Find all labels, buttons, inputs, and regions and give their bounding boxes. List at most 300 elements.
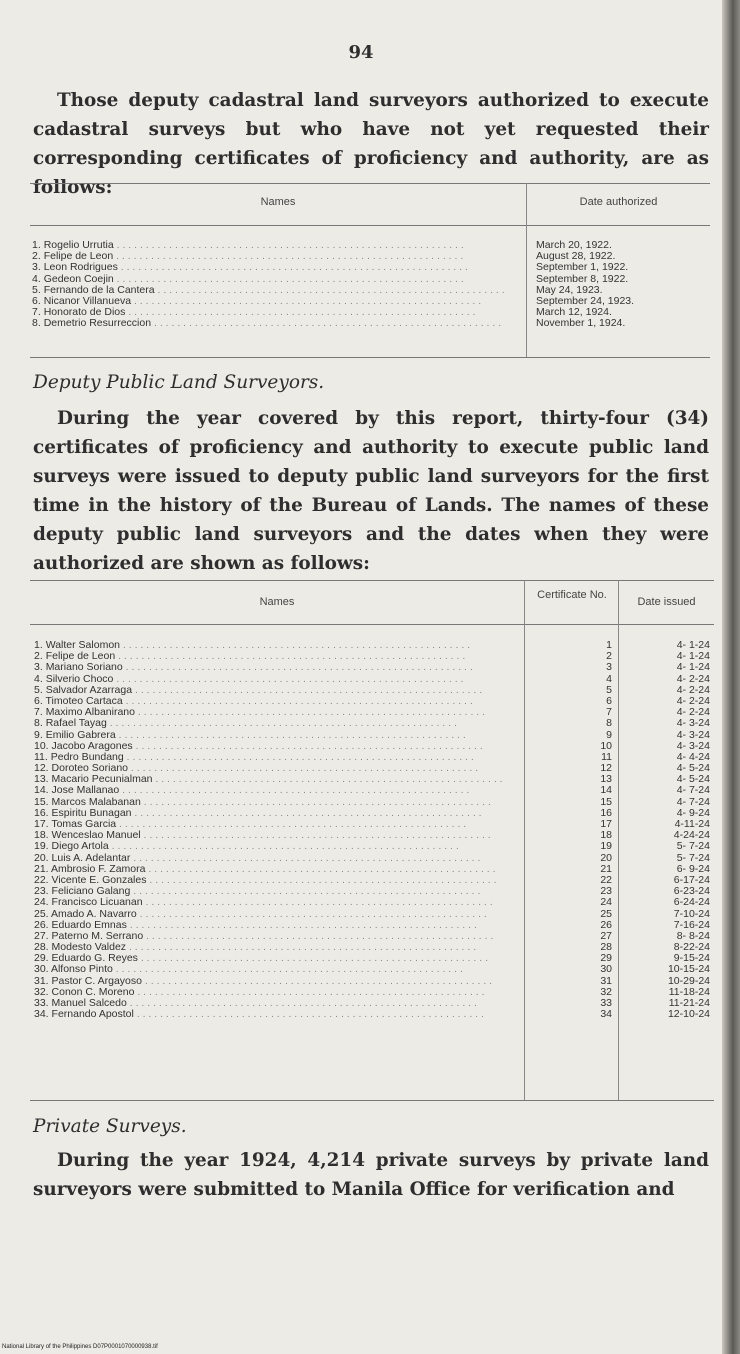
table-row [622, 1009, 710, 1020]
dot-leader: . . . . . . . . . . . . . . . . . . . . . . . . . . . . . . . . . . . . . . . . . . . . . . . . . . . . . . . . . . . . [140, 830, 491, 842]
row-number: 5. [34, 684, 43, 696]
table-row [536, 262, 708, 273]
table-row [560, 976, 612, 987]
date-authorized: May 24, 1923. [536, 284, 603, 296]
date-issued: 4- 4-24 [676, 751, 710, 763]
table-row [622, 651, 710, 662]
date-authorized: March 20, 1922. [536, 240, 612, 251]
dot-leader: . . . . . . . . . . . . . . . . . . . . . . . . . . . . . . . . . . . . . . . . . . . . . . . . . . . . . . . . . . . . [106, 718, 457, 730]
table-row [34, 953, 520, 964]
row-number: 12. [34, 763, 49, 775]
page-number: 94 [348, 42, 374, 63]
table-row [34, 931, 520, 942]
table2-header-cert: Certificate No. [537, 589, 607, 601]
date-issued: 10-15-24 [667, 964, 710, 976]
table-row [622, 853, 710, 864]
table-row [34, 696, 520, 707]
dot-leader: . . . . . . . . . . . . . . . . . . . . . . . . . . . . . . . . . . . . . . . . . . . . . . . . . . . . . . . . . . . . [136, 908, 487, 920]
table-row [560, 696, 612, 707]
table-row [622, 987, 710, 998]
dot-leader: . . . . . . . . . . . . . . . . . . . . . . . . . . . . . . . . . . . . . . . . . . . . . . . . . . . . . . . . . . . . [119, 785, 470, 797]
row-number: 14. [34, 785, 49, 797]
table2-top-rule [30, 580, 714, 581]
table-row [560, 897, 612, 908]
row-number: 17. [34, 819, 49, 830]
surveyor-name: Paterno M. Serrano [51, 930, 144, 942]
table-row [32, 318, 522, 329]
date-issued: 4- 1-24 [676, 662, 710, 674]
date-issued: 6- 9-24 [676, 863, 710, 875]
row-number: 4. [34, 673, 43, 685]
table-row [34, 763, 520, 774]
table2-names-column [34, 640, 520, 1020]
table-row [34, 774, 520, 785]
certificate-number: 10 [600, 740, 612, 752]
dot-leader: . . . . . . . . . . . . . . . . . . . . . . . . . . . . . . . . . . . . . . . . . . . . . . . . . . . . . . . . . . . . [125, 307, 476, 319]
surveyor-name: Jacobo Aragones [51, 740, 133, 752]
certificate-number: 17 [600, 819, 612, 830]
table-row [622, 931, 710, 942]
certificate-number: 1 [606, 640, 612, 651]
table-row [34, 741, 520, 752]
table-row [560, 718, 612, 729]
table-row [536, 274, 708, 285]
table-row [622, 909, 710, 920]
row-number: 28. [34, 942, 49, 954]
surveyor-name: Timoteo Cartaca [45, 695, 123, 707]
certificate-number: 16 [600, 807, 612, 819]
dot-leader: . . . . . . . . . . . . . . . . . . . . . . . . . . . . . . . . . . . . . . . . . . . . . . . . . . . . . . . . . . . . [112, 964, 463, 976]
table-row [34, 819, 520, 830]
certificate-number: 22 [600, 874, 612, 886]
certificate-number: 33 [600, 998, 612, 1009]
row-number: 18. [34, 830, 49, 842]
dot-leader: . . . . . . . . . . . . . . . . . . . . . . . . . . . . . . . . . . . . . . . . . . . . . . . . . . . . . . . . . . . . [113, 273, 464, 285]
table-row [34, 875, 520, 886]
dot-leader: . . . . . . . . . . . . . . . . . . . . . . . . . . . . . . . . . . . . . . . . . . . . . . . . . . . . . . . . . . . . [126, 942, 477, 954]
dot-leader: . . . . . . . . . . . . . . . . . . . . . . . . . . . . . . . . . . . . . . . . . . . . . . . . . . . . . . . . . . . . [122, 662, 473, 674]
certificate-number: 3 [606, 662, 612, 674]
surveyor-name: Nicanor Villanueva [43, 295, 132, 307]
dot-leader: . . . . . . . . . . . . . . . . . . . . . . . . . . . . . . . . . . . . . . . . . . . . . . . . . . . . . . . . . . . . [145, 863, 496, 875]
row-number: 4. [32, 273, 41, 285]
surveyor-name: Honorato de Dios [43, 307, 126, 319]
table-row [32, 240, 522, 251]
certificate-number: 2 [606, 651, 612, 663]
table-row [560, 964, 612, 975]
date-issued: 6-17-24 [673, 874, 710, 886]
table1-bottom-rule [30, 357, 710, 358]
table-row [34, 651, 520, 662]
row-number: 16. [34, 807, 49, 819]
dot-leader: . . . . . . . . . . . . . . . . . . . . . . . . . . . . . . . . . . . . . . . . . . . . . . . . . . . . . . . . . . . . [122, 695, 473, 707]
row-number: 29. [34, 953, 49, 965]
row-number: 1. [32, 240, 41, 251]
table-row [32, 251, 522, 262]
row-number: 22. [34, 874, 49, 886]
row-number: 7. [32, 307, 41, 319]
table-row [560, 785, 612, 796]
table-row [622, 685, 710, 696]
table-row [34, 897, 520, 908]
row-number: 2. [32, 251, 41, 263]
certificate-number: 26 [600, 919, 612, 931]
surveyor-name: Silverio Choco [45, 673, 114, 685]
table-row [560, 685, 612, 696]
table-row [560, 774, 612, 785]
table-row [560, 797, 612, 808]
table-row [536, 318, 708, 329]
table-row [560, 763, 612, 774]
date-issued: 7-10-24 [673, 908, 710, 920]
table-row [34, 864, 520, 875]
row-number: 31. [34, 975, 49, 987]
date-issued: 6-23-24 [673, 886, 710, 898]
row-number: 3. [32, 262, 41, 274]
table-row [622, 819, 710, 830]
row-number: 20. [34, 852, 49, 864]
table-row [560, 875, 612, 886]
table-row [34, 640, 520, 651]
date-issued: 4- 3-24 [676, 729, 710, 741]
surveyor-name: Salvador Azarraga [45, 684, 133, 696]
surveyor-name: Pastor C. Argayoso [51, 975, 142, 987]
date-issued: 10-29-24 [667, 975, 710, 987]
dot-leader: . . . . . . . . . . . . . . . . . . . . . . . . . . . . . . . . . . . . . . . . . . . . . . . . . . . . . . . . . . . . [133, 1009, 484, 1021]
certificate-number: 34 [600, 1009, 612, 1021]
table-row [34, 830, 520, 841]
table-row [622, 730, 710, 741]
surveyor-name: Marcos Malabanan [51, 796, 141, 808]
row-number: 8. [32, 318, 41, 330]
table1-header-date: Date authorized [579, 196, 658, 208]
table1-column-divider [526, 183, 527, 357]
date-issued: 5- 7-24 [676, 852, 710, 864]
dot-leader: . . . . . . . . . . . . . . . . . . . . . . . . . . . . . . . . . . . . . . . . . . . . . . . . . . . . . . . . . . . . [126, 919, 477, 931]
surveyor-name: Mariano Soriano [45, 662, 123, 674]
dot-leader: . . . . . . . . . . . . . . . . . . . . . . . . . . . . . . . . . . . . . . . . . . . . . . . . . . . . . . . . . . . . [108, 841, 459, 853]
table-row [622, 976, 710, 987]
table-row [622, 797, 710, 808]
table-row [622, 707, 710, 718]
table-row [34, 662, 520, 673]
row-number: 13. [34, 774, 49, 786]
surveyor-name: Feliciano Galang [51, 886, 131, 898]
date-issued: 11-21-24 [668, 998, 710, 1009]
dot-leader: . . . . . . . . . . . . . . . . . . . . . . . . . . . . . . . . . . . . . . . . . . . . . . . . . . . . . . . . . . . . [113, 240, 464, 251]
table-row [622, 964, 710, 975]
dot-leader: . . . . . . . . . . . . . . . . . . . . . . . . . . . . . . . . . . . . . . . . . . . . . . . . . . . . . . . . . . . . [131, 295, 482, 307]
row-number: 10. [34, 740, 49, 752]
dot-leader: . . . . . . . . . . . . . . . . . . . . . . . . . . . . . . . . . . . . . . . . . . . . . . . . . . . . . . . . . . . . [134, 707, 486, 719]
certificate-number: 24 [600, 897, 612, 909]
surveyor-name: Vicente E. Gonzales [51, 874, 147, 886]
row-number: 23. [34, 886, 49, 898]
table-row [622, 674, 710, 685]
table-row [622, 640, 710, 651]
certificate-number: 11 [601, 751, 612, 763]
section1-heading: Deputy Public Land Surveyors. [33, 372, 325, 393]
row-number: 26. [34, 919, 49, 931]
table-row [560, 651, 612, 662]
row-number: 5. [32, 284, 41, 296]
table-row [622, 763, 710, 774]
row-number: 6. [34, 695, 43, 707]
date-issued: 4- 2-24 [676, 695, 710, 707]
table-row [560, 853, 612, 864]
dot-leader: . . . . . . . . . . . . . . . . . . . . . . . . . . . . . . . . . . . . . . . . . . . . . . . . . . . . . . . . . . . . [126, 998, 477, 1009]
table-row [34, 976, 520, 987]
table2-bottom-rule [30, 1100, 714, 1101]
certificate-number: 23 [600, 886, 612, 898]
table2-header-rule [30, 624, 714, 625]
dot-leader: . . . . . . . . . . . . . . . . . . . . . . . . . . . . . . . . . . . . . . . . . . . . . . . . . . . . . . . . . . . . [130, 886, 481, 898]
surveyor-name: Macario Pecunialman [51, 774, 153, 786]
date-issued: 7-16-24 [673, 919, 710, 931]
table-row [34, 964, 520, 975]
dot-leader: . . . . . . . . . . . . . . . . . . . . . . . . . . . . . . . . . . . . . . . . . . . . . . . . . . . . . . . . . . . . [137, 953, 488, 965]
table-row [560, 886, 612, 897]
certificate-number: 9 [606, 729, 612, 741]
row-number: 34. [34, 1009, 49, 1021]
table-row [560, 752, 612, 763]
table-row [622, 886, 710, 897]
table-row [34, 942, 520, 953]
row-number: 27. [34, 930, 49, 942]
table-row [34, 730, 520, 741]
table-row [34, 752, 520, 763]
date-issued: 4- 1-24 [676, 640, 710, 651]
certificate-number: 21 [600, 863, 612, 875]
surveyor-name: Felipe de Leon [45, 651, 116, 663]
table2-cert-column [560, 640, 612, 1020]
date-issued: 4- 2-24 [676, 707, 710, 719]
table-row [622, 864, 710, 875]
table-row [560, 987, 612, 998]
surveyor-name: Ambrosio F. Zamora [50, 863, 146, 875]
table2-header-names: Names [259, 596, 295, 608]
dot-leader: . . . . . . . . . . . . . . . . . . . . . . . . . . . . . . . . . . . . . . . . . . . . . . . . . . . . . . . . . . . . [140, 796, 491, 808]
date-issued: 4- 9-24 [676, 807, 710, 819]
table2-header-date: Date issued [637, 596, 696, 608]
table-row [34, 1009, 520, 1020]
table-row [536, 307, 708, 318]
table-row [34, 674, 520, 685]
table-row [622, 696, 710, 707]
surveyor-name: Manuel Salcedo [51, 998, 127, 1009]
dot-leader: . . . . . . . . . . . . . . . . . . . . . . . . . . . . . . . . . . . . . . . . . . . . . . . . . . . . . . . . . . . . [120, 640, 471, 651]
surveyor-name: Felipe de Leon [43, 251, 114, 263]
table-row [32, 262, 522, 273]
dot-leader: . . . . . . . . . . . . . . . . . . . . . . . . . . . . . . . . . . . . . . . . . . . . . . . . . . . . . . . . . . . . [132, 684, 483, 696]
dot-leader: . . . . . . . . . . . . . . . . . . . . . . . . . . . . . . . . . . . . . . . . . . . . . . . . . . . . . . . . . . . . [115, 651, 466, 663]
date-authorized: August 28, 1922. [536, 251, 616, 263]
dot-leader: . . . . . . . . . . . . . . . . . . . . . . . . . . . . . . . . . . . . . . . . . . . . . . . . . . . . . . . . . . . . [128, 763, 479, 775]
date-issued: 4- 7-24 [676, 785, 710, 797]
table-row [34, 987, 520, 998]
row-number: 15. [34, 796, 49, 808]
surveyor-name: Luis A. Adelantar [51, 852, 131, 864]
table-row [536, 285, 708, 296]
row-number: 21. [34, 863, 49, 875]
certificate-number: 30 [600, 964, 612, 976]
certificate-number: 13 [600, 774, 612, 786]
dot-leader: . . . . . . . . . . . . . . . . . . . . . . . . . . . . . . . . . . . . . . . . . . . . . . . . . . . . . . . . . . . . [134, 986, 485, 998]
certificate-number: 27 [600, 930, 612, 942]
surveyor-name: Maximo Albaniranо [45, 707, 135, 719]
surveyor-name: Eduardo Emnas [51, 919, 127, 931]
date-issued: 8- 8-24 [676, 930, 710, 942]
table-row [622, 808, 710, 819]
row-number: 2. [34, 651, 43, 663]
table-row [34, 909, 520, 920]
table1-names-column [32, 240, 522, 330]
row-number: 8. [34, 718, 43, 730]
surveyor-name: Alfonso Pinto [50, 964, 113, 976]
section1-paragraph [33, 404, 709, 578]
scan-footer: National Library of the Philippines D07P0001070000938.tif [2, 1344, 158, 1350]
date-issued: 4- 5-24 [676, 763, 710, 775]
dot-leader: . . . . . . . . . . . . . . . . . . . . . . . . . . . . . . . . . . . . . . . . . . . . . . . . . . . . . . . . . . . . [123, 751, 474, 763]
table-row [560, 674, 612, 685]
row-number: 30. [34, 964, 49, 976]
table-row [34, 808, 520, 819]
table-row [34, 785, 520, 796]
table-row [34, 685, 520, 696]
surveyor-name: Doroteo Soriano [51, 763, 128, 775]
dot-leader: . . . . . . . . . . . . . . . . . . . . . . . . . . . . . . . . . . . . . . . . . . . . . . . . . . . . . . . . . . . . [152, 774, 503, 786]
table-row [622, 830, 710, 841]
date-issued: 4- 3-24 [676, 718, 710, 730]
surveyor-name: Fernando de la Cantera [43, 284, 155, 296]
table-row [560, 741, 612, 752]
certificate-number: 25 [600, 908, 612, 920]
table-row [560, 819, 612, 830]
certificate-number: 12 [600, 763, 612, 775]
dot-leader: . . . . . . . . . . . . . . . . . . . . . . . . . . . . . . . . . . . . . . . . . . . . . . . . . . . . . . . . . . . . [151, 318, 502, 330]
dot-leader: . . . . . . . . . . . . . . . . . . . . . . . . . . . . . . . . . . . . . . . . . . . . . . . . . . . . . . . . . . . . [113, 673, 464, 685]
certificate-number: 19 [600, 841, 612, 853]
table-row [536, 251, 708, 262]
dot-leader: . . . . . . . . . . . . . . . . . . . . . . . . . . . . . . . . . . . . . . . . . . . . . . . . . . . . . . . . . . . . [142, 897, 493, 909]
dot-leader: . . . . . . . . . . . . . . . . . . . . . . . . . . . . . . . . . . . . . . . . . . . . . . . . . . . . . . . . . . . . [132, 740, 483, 752]
table-row [622, 875, 710, 886]
date-issued: 8-22-24 [673, 942, 710, 954]
row-number: 1. [34, 640, 43, 651]
date-authorized: September 24, 1923. [536, 295, 635, 307]
date-issued: 4- 3-24 [676, 740, 710, 752]
date-issued: 4- 1-24 [676, 651, 710, 663]
surveyor-name: Leon Rodrigues [43, 262, 118, 274]
row-number: 19. [34, 841, 49, 853]
date-issued: 9-15-24 [673, 953, 710, 965]
table-row [32, 307, 522, 318]
row-number: 24. [34, 897, 49, 909]
surveyor-name: Gedeon Coejin [43, 273, 114, 285]
table-row [32, 274, 522, 285]
dot-leader: . . . . . . . . . . . . . . . . . . . . . . . . . . . . . . . . . . . . . . . . . . . . . . . . . . . . . . . . . . . . [146, 874, 497, 886]
surveyor-name: Pedro Bundang [50, 751, 124, 763]
table-row [560, 998, 612, 1009]
date-issued: 4- 7-24 [676, 796, 710, 808]
dot-leader: . . . . . . . . . . . . . . . . . . . . . . . . . . . . . . . . . . . . . . . . . . . . . . . . . . . . . . . . . . . . [131, 807, 482, 819]
table1-header-names: Names [260, 196, 296, 208]
row-number: 9. [34, 729, 43, 741]
table-row [536, 296, 708, 307]
table-row [34, 841, 520, 852]
table-row [34, 853, 520, 864]
date-authorized: November 1, 1924. [536, 318, 626, 330]
surveyor-name: Tomas Garcia [51, 819, 117, 830]
date-issued: 12-10-24 [667, 1009, 710, 1021]
surveyor-name: Rafael Tayag [45, 718, 107, 730]
table-row [34, 797, 520, 808]
certificate-number: 32 [600, 986, 612, 998]
date-issued: 4- 5-24 [676, 774, 710, 786]
table-row [622, 841, 710, 852]
surveyor-name: Espiritu Bunagan [51, 807, 132, 819]
certificate-number: 7 [606, 707, 612, 719]
dot-leader: . . . . . . . . . . . . . . . . . . . . . . . . . . . . . . . . . . . . . . . . . . . . . . . . . . . . . . . . . . . . [115, 729, 466, 741]
date-authorized: March 12, 1924. [536, 307, 612, 319]
row-number: 25. [34, 908, 49, 920]
certificate-number: 15 [600, 796, 612, 808]
table-row [622, 942, 710, 953]
certificate-number: 29 [600, 953, 612, 965]
table-row [32, 285, 522, 296]
date-authorized: September 8, 1922. [536, 273, 629, 285]
dot-leader: . . . . . . . . . . . . . . . . . . . . . . . . . . . . . . . . . . . . . . . . . . . . . . . . . . . . . . . . . . . . [116, 819, 467, 830]
table1-header-rule [30, 225, 710, 226]
date-issued: 4- 2-24 [676, 684, 710, 696]
date-issued: 4-24-24 [673, 830, 710, 842]
table2-date-column [622, 640, 710, 1020]
table-row [34, 920, 520, 931]
table-row [560, 942, 612, 953]
section2-paragraph [33, 1146, 709, 1204]
surveyor-name: Eduardo G. Reyes [51, 953, 138, 965]
certificate-number: 8 [606, 718, 612, 730]
certificate-number: 20 [600, 852, 612, 864]
table-row [34, 707, 520, 718]
dot-leader: . . . . . . . . . . . . . . . . . . . . . . . . . . . . . . . . . . . . . . . . . . . . . . . . . . . . . . . . . . . . [142, 975, 493, 987]
table-row [622, 785, 710, 796]
table-row [34, 886, 520, 897]
surveyor-name: Rogelio Urrutia [43, 240, 114, 251]
certificate-number: 6 [606, 695, 612, 707]
table-row [560, 841, 612, 852]
table-row [560, 830, 612, 841]
surveyor-name: Walter Salomon [45, 640, 120, 651]
surveyor-name: Francisco Licuanan [51, 897, 143, 909]
section2-paragraph-text: During the year 1924, 4,214 private surveys by private land surveyors were submitted to Manila Office for verification and [33, 1150, 709, 1200]
table1-top-rule [30, 183, 710, 184]
surveyor-name: Wenceslao Manuel [51, 830, 141, 842]
surveyor-name: Conon C. Moreno [51, 986, 135, 998]
date-issued: 4- 2-24 [676, 673, 710, 685]
certificate-number: 18 [600, 830, 612, 842]
dot-leader: . . . . . . . . . . . . . . . . . . . . . . . . . . . . . . . . . . . . . . . . . . . . . . . . . . . . . . . . . . . . [117, 262, 468, 274]
table-row [622, 920, 710, 931]
table-row [622, 741, 710, 752]
date-issued: 11-18-24 [668, 986, 710, 998]
table-row [34, 998, 520, 1009]
date-issued: 5- 7-24 [676, 841, 710, 853]
certificate-number: 31 [600, 975, 612, 987]
surveyor-name: Jose Mallanao [51, 785, 120, 797]
row-number: 6. [32, 295, 41, 307]
dot-leader: . . . . . . . . . . . . . . . . . . . . . . . . . . . . . . . . . . . . . . . . . . . . . . . . . . . . . . . . . . . . [130, 852, 481, 864]
